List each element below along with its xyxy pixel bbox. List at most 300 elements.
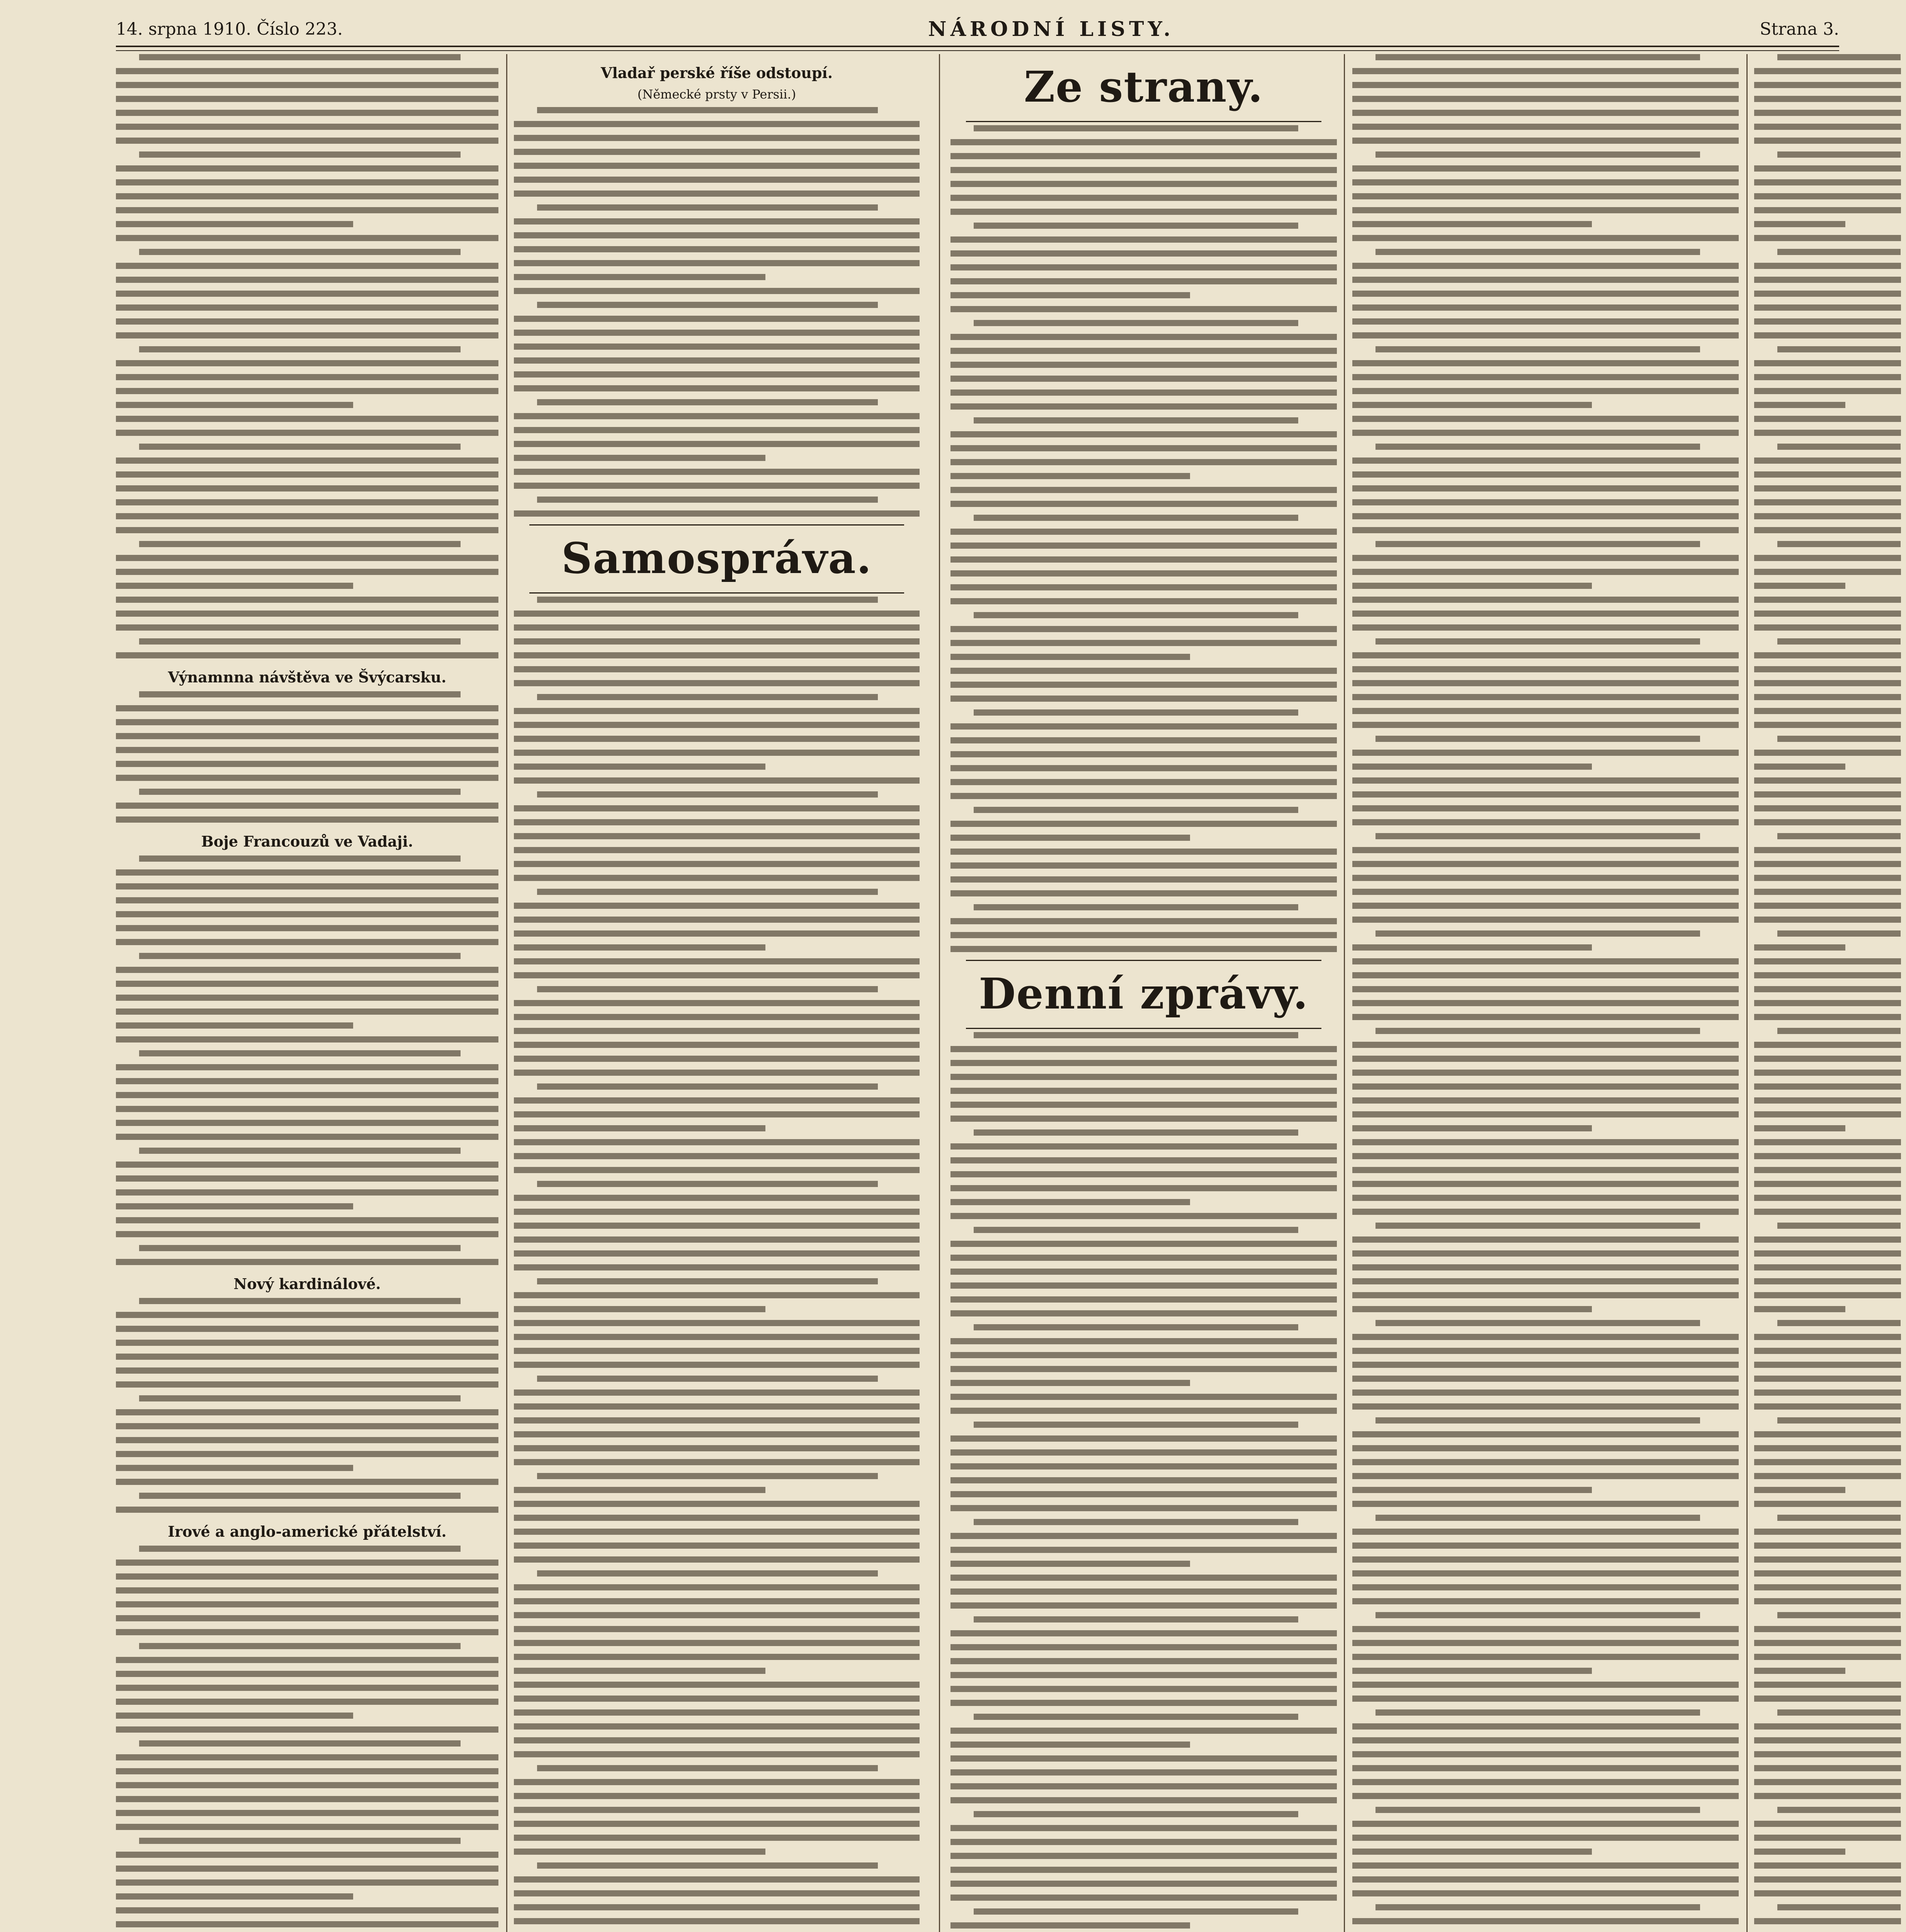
text-line [1352,1209,1739,1215]
text-line [1754,457,1901,464]
text-line [1352,1431,1739,1437]
text-line [1754,332,1901,338]
text-line [950,821,1337,827]
text-line [116,1312,498,1318]
text-line [1352,1445,1739,1451]
text-line [950,362,1337,368]
text-line [950,348,1337,354]
text-line [950,1296,1337,1303]
text-line [1352,861,1739,867]
text-line [1754,597,1901,603]
text-line [950,153,1337,159]
text-line [1376,151,1700,158]
text-line [1754,1751,1901,1757]
text-line [116,193,498,199]
text-line [1376,541,1700,547]
text-line [950,529,1337,535]
text-line [1352,1125,1592,1131]
text-line [1352,917,1739,923]
text-line [514,1876,920,1883]
text-line [537,694,878,700]
text-line [1352,1821,1739,1827]
text-line [537,1473,878,1479]
text-line [514,1849,765,1855]
section-rule [966,960,1321,961]
text-line [950,1700,1337,1706]
text-line [514,1904,920,1910]
text-line [1754,847,1901,853]
text-line [514,1348,920,1354]
text-line [1754,1723,1901,1730]
text-line [1754,485,1901,492]
text-line [139,1245,461,1251]
text-line [950,139,1337,145]
text-line [950,1644,1337,1650]
text-line [1754,1445,1901,1451]
text-line [950,849,1337,855]
text-line [950,543,1337,549]
text-line [1777,1320,1901,1326]
text-line [1352,1626,1739,1632]
text-line [514,861,920,867]
text-line [514,1709,920,1716]
text-line [1754,402,1845,408]
text-line [514,1835,920,1841]
text-line [1754,1556,1901,1563]
text-line [950,1449,1337,1456]
text-line [116,1022,353,1029]
text-line [139,953,461,959]
text-line [116,1587,498,1594]
text-line [1754,1000,1901,1006]
article-heading: Vladař perské říše odstoupí. [600,64,833,82]
text-line [974,1616,1298,1622]
text-line [1754,1654,1901,1660]
page-number: Strana 3. [1760,19,1839,39]
text-line [1754,1543,1901,1549]
text-line [514,218,920,224]
text-line [950,1853,1337,1859]
text-line [950,1922,1190,1929]
section-rule [966,121,1321,122]
text-line [116,761,498,767]
text-line [950,459,1337,465]
text-line [514,1821,920,1827]
text-line [139,1148,461,1154]
text-line [1777,638,1901,645]
text-line [116,165,498,172]
text-line [1352,291,1739,297]
text-line [950,292,1190,298]
text-line [950,278,1337,284]
column-divider [1746,54,1748,1932]
text-line [514,1320,920,1326]
text-line [139,1546,461,1552]
text-line [1376,346,1700,352]
text-line [1352,1737,1739,1743]
text-line [139,789,461,795]
text-line [974,223,1298,229]
text-line [1754,1529,1901,1535]
text-line [1754,110,1901,116]
text-line [1352,318,1739,325]
text-line [1352,499,1739,505]
text-line [1352,1849,1592,1855]
section-title: Denní zprávy. [979,969,1309,1019]
text-block-1c [116,855,498,1265]
text-line [1754,569,1901,575]
text-line [139,541,461,547]
section-rule [529,524,904,526]
text-line [1352,1487,1592,1493]
text-line [950,932,1337,938]
text-line [1352,179,1739,185]
text-line [1754,499,1901,505]
text-line [950,751,1337,757]
text-line [1352,1640,1739,1646]
text-line [950,876,1337,883]
text-line [116,555,498,561]
text-line [1352,193,1739,199]
text-line [950,1352,1337,1358]
text-line [1754,1793,1901,1799]
text-line [1754,1459,1901,1465]
text-line [950,946,1337,952]
text-line [1754,1890,1901,1896]
text-line [116,883,498,889]
text-line [116,1451,498,1457]
text-line [1754,1682,1901,1688]
text-line [514,722,920,728]
text-line [1352,165,1739,172]
text-line [950,1213,1337,1219]
text-line [514,638,920,645]
text-line [1754,722,1901,728]
text-line [1352,1765,1739,1771]
text-line [514,1056,920,1062]
text-line [514,666,920,672]
text-line [950,1380,1190,1386]
text-line [1352,1278,1739,1284]
text-line [1352,666,1739,672]
text-line [1352,68,1739,74]
text-line [116,402,353,408]
text-line [1376,249,1700,255]
text-line [116,1354,498,1360]
text-line [537,1376,878,1382]
text-line [1352,1570,1739,1577]
text-line [950,862,1337,869]
text-line [950,1547,1337,1553]
text-line [116,803,498,809]
text-line [950,1046,1337,1052]
text-line [950,1088,1337,1094]
text-line [537,107,878,113]
text-line [950,668,1337,674]
text-line [514,1640,920,1646]
text-line [116,897,498,903]
text-line [116,1879,498,1886]
text-line [1352,1250,1739,1257]
text-line [1754,1014,1901,1020]
article-heading: Výnamnna návštěva ve Švýcarsku. [168,668,447,686]
text-line [116,235,498,241]
text-line [1376,1807,1700,1813]
column-2 [514,54,920,1932]
text-line [1777,1709,1901,1716]
text-line [1352,221,1592,227]
text-line [1754,1501,1901,1507]
text-line [116,82,498,88]
text-line [1352,1014,1739,1020]
text-line [1352,1389,1739,1396]
text-line [514,1070,920,1076]
text-line [950,890,1337,896]
text-line [116,374,498,380]
text-line [1352,652,1739,658]
text-line [1754,694,1901,700]
text-line [1754,1640,1901,1646]
text-line [514,1543,920,1549]
text-line [514,1807,920,1813]
text-line [1352,819,1739,825]
text-line [1352,1056,1739,1062]
text-line [1754,903,1901,909]
text-line [1754,583,1845,589]
text-line [1754,1849,1845,1855]
text-line [974,1422,1298,1428]
text-line [116,499,498,505]
text-line [1754,1070,1901,1076]
text-line [1352,1306,1592,1312]
text-line [1754,1431,1901,1437]
text-line [139,1050,461,1056]
text-line [950,1825,1337,1831]
text-line [116,583,353,589]
text-line [1754,138,1901,144]
text-line [514,1584,920,1590]
text-line [974,1908,1298,1915]
text-line [1754,708,1901,714]
text-line [537,791,878,798]
text-line [514,330,920,336]
text-line [1754,1167,1901,1173]
text-line [1754,764,1845,770]
text-line [1352,1153,1739,1159]
text-line [116,733,498,739]
text-block-3a [950,125,1337,952]
column-1 [116,54,498,1932]
page-header [116,15,1839,43]
text-line [116,1657,498,1663]
text-line [950,250,1337,257]
text-line [1352,1793,1739,1799]
section-rule [529,592,904,594]
text-line [1352,360,1739,366]
text-line [1376,1515,1700,1521]
text-line [514,930,920,937]
text-line [950,167,1337,173]
text-line [1754,207,1901,213]
text-line [1352,777,1739,784]
text-line [1754,1918,1901,1924]
section-title: Samospráva. [561,533,872,583]
text-line [514,680,920,686]
text-line [116,96,498,102]
text-line [116,304,498,311]
text-line [1352,1376,1739,1382]
text-line [116,110,498,116]
text-line [514,1515,920,1521]
text-line [514,1529,920,1535]
text-line [1754,221,1845,227]
text-line [514,121,920,127]
text-line [514,1264,920,1270]
text-line [950,376,1337,382]
text-line [514,833,920,839]
text-line [1754,68,1901,74]
text-line [1754,430,1901,436]
text-line [950,737,1337,743]
text-line [950,1742,1190,1748]
text-line [514,1306,765,1312]
text-line [950,1074,1337,1080]
text-line [514,1139,920,1145]
text-block-1b [116,691,498,823]
text-line [514,1779,920,1785]
text-line [1754,1097,1901,1104]
text-line [974,1714,1298,1720]
text-line [116,457,498,464]
text-line [1777,151,1901,158]
text-line [1754,555,1901,561]
text-line [514,1028,920,1034]
text-line [116,1754,498,1760]
text-line [1352,583,1592,589]
text-block-2a [514,107,920,517]
text-line [950,1686,1337,1692]
text-line [514,652,920,658]
text-line [1754,1862,1901,1869]
text-block-1d [116,1298,498,1513]
text-line [974,320,1298,326]
text-line [950,1867,1337,1873]
text-line [950,682,1337,688]
text-line [1352,485,1739,492]
text-line [950,389,1337,396]
text-line [1777,249,1901,255]
text-line [1754,750,1901,756]
text-line [950,779,1337,785]
text-line [1777,1028,1901,1034]
text-line [1754,1598,1901,1604]
text-line [1754,263,1901,269]
text-line [1754,680,1901,686]
text-line [116,1064,498,1070]
text-line [116,1573,498,1580]
text-line [514,708,920,714]
text-line [537,1862,878,1869]
text-line [1352,1862,1739,1869]
text-line [514,483,920,489]
text-line [116,1629,498,1635]
text-line [950,1435,1337,1442]
text-line [537,986,878,992]
text-line [116,1893,353,1900]
text-line [116,1699,498,1705]
text-line [1754,124,1901,130]
text-line [950,1783,1337,1789]
text-line [537,597,878,603]
text-line [1352,1668,1592,1674]
text-line [950,431,1337,437]
text-line [514,1223,920,1229]
text-line [974,1032,1298,1038]
text-line [1352,1292,1739,1298]
text-line [974,1519,1298,1525]
text-line [514,819,920,825]
text-line [1352,1584,1739,1590]
text-line [116,624,498,631]
text-line [139,1395,461,1401]
text-line [514,1737,920,1743]
text-line [974,1129,1298,1136]
text-line [514,1167,920,1173]
text-line [1352,388,1739,394]
text-line [1376,444,1700,450]
text-line [116,1259,498,1265]
text-line [950,1491,1337,1497]
text-line [514,1097,920,1104]
text-line [1352,430,1739,436]
text-line [116,1340,498,1346]
text-line [116,1203,353,1209]
text-line [514,441,920,447]
text-line [514,135,920,141]
text-line [1754,388,1901,394]
text-line [514,316,920,322]
text-line [974,709,1298,716]
text-line [1352,513,1739,519]
text-line [1754,1278,1901,1284]
text-line [1754,1835,1901,1841]
text-line [950,1533,1337,1539]
text-line [116,1217,498,1223]
text-line [950,570,1337,577]
text-line [537,1570,878,1577]
text-line [950,1769,1337,1776]
text-line [1754,96,1901,102]
text-line [514,1445,920,1451]
text-line [116,1796,498,1802]
text-line [514,1042,920,1048]
text-line [950,1241,1337,1247]
text-line [116,1601,498,1607]
text-line [1352,263,1739,269]
text-line [116,1409,498,1415]
text-line [950,195,1337,201]
text-line [1754,1306,1845,1312]
text-line [514,1723,920,1730]
text-line [1352,1167,1739,1173]
text-line [950,1463,1337,1469]
text-line [514,344,920,350]
column-3 [950,54,1337,1932]
text-line [537,1181,878,1187]
text-line [1352,96,1739,102]
text-line [116,1134,498,1140]
text-line [116,138,498,144]
